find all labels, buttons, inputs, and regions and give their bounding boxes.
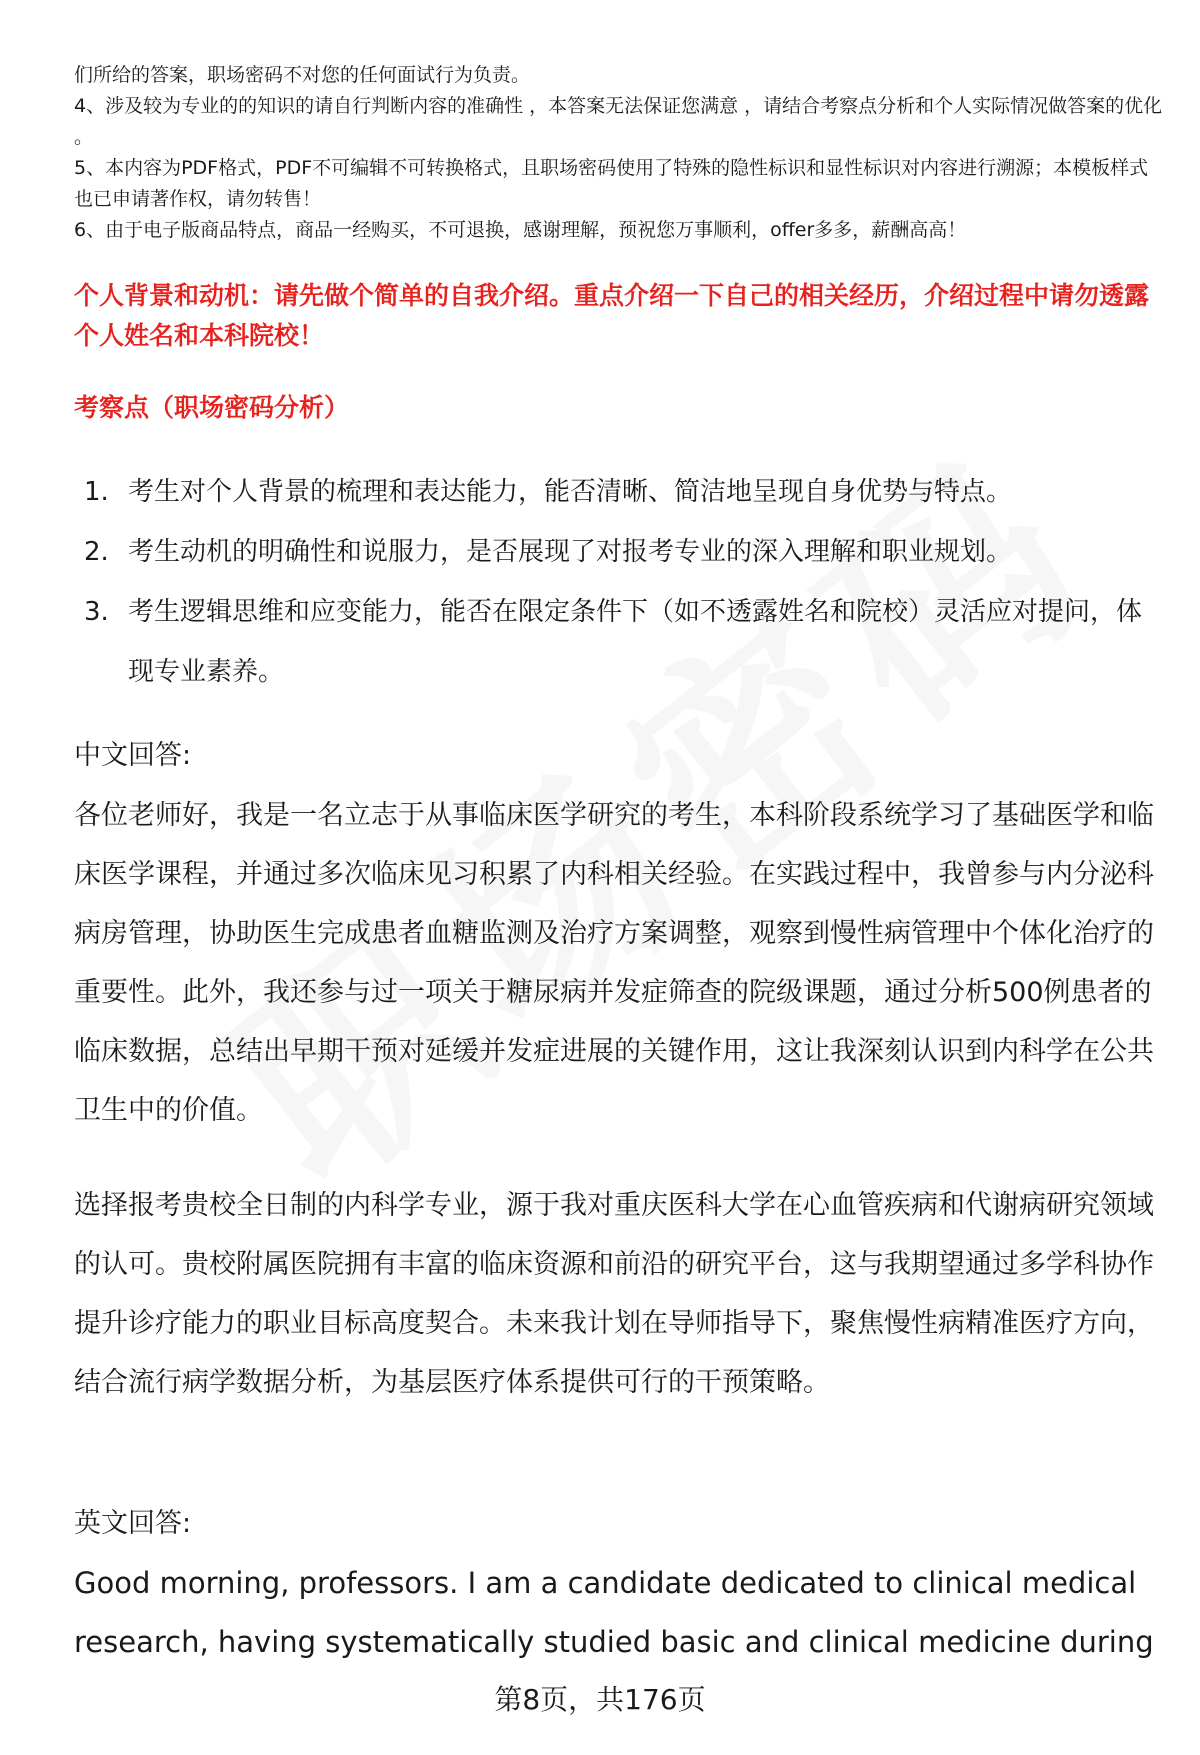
question-heading: 个人背景和动机：请先做个简单的自我介绍。重点介绍一下自己的相关经历，介绍过程中请勿透露个人姓名和本科院校！ [74,281,1150,350]
key-point-item [84,522,1164,582]
english-answer-label: 英文回答: [74,1508,192,1539]
english-answer-paragraph: Good morning, professors. I am a candidate dedicated to clinical medical research, having systematically studied basic and clinical medicine during [74,1566,1154,1659]
key-point-text: 考生动机的明确性和说服力，是否展现了对报考专业的深入理解和职业规划。 [128,537,1013,567]
page-number: 第8页，共176页 [494,1683,706,1716]
key-point-number: 2. [84,537,109,567]
key-points-title: 考察点（职场密码分析） [74,393,350,422]
key-point-number: 3. [84,597,109,627]
note-line: 4、涉及较为专业的的知识的请自行判断内容的准确性 ，本答案无法保证您满意 ，请结合考察点分析和个人实际情况做答案的优化 。 [74,95,1163,148]
note-line: 6、由于电子版商品特点，商品一经购买，不可退换，感谢理解，预祝您万事顺利，offer多多，薪酬高高！ [74,219,967,241]
key-point-item [84,462,1164,522]
key-point-item [84,582,1164,702]
note-line: 们所给的答案，职场密码不对您的任何面试行为负责。 [74,64,531,86]
key-points-list [84,462,1164,702]
key-point-text: 考生对个人背景的梳理和表达能力，能否清晰、简洁地呈现自身优势与特点。 [128,477,1013,507]
note-line: 5、本内容为PDF格式，PDF不可编辑不可转换格式，且职场密码使用了特殊的隐性标识和显性标识对内容进行溯源；本模板样式也已申请著作权，请勿转售！ [74,157,1149,210]
chinese-answer-paragraph: 选择报考贵校全日制的内科学专业，源于我对重庆医科大学在心血管疾病和代谢病研究领域的认可。贵校附属医院拥有丰富的临床资源和前沿的研究平台，这与我期望通过多学科协作提升诊疗能力的职业目标高度契合。未来我计划在导师指导下，聚焦慢性病精准医疗方向，结合流行病学数据分析，为基层医疗体系提供可行的干预策略。 [74,1190,1154,1398]
key-point-text: 考生逻辑思维和应变能力，能否在限定条件下（如不透露姓名和院校）灵活应对提问，体现专业素养。 [128,597,1143,687]
chinese-answer-paragraph: 各位老师好，我是一名立志于从事临床医学研究的考生，本科阶段系统学习了基础医学和临床医学课程，并通过多次临床见习积累了内科相关经验。在实践过程中，我曾参与内分泌科病房管理，协助医生完成患者血糖监测及治疗方案调整，观察到慢性病管理中个体化治疗的重要性。此外，我还参与过一项关于糖尿病并发症筛查的院级课题，通过分析500例患者的临床数据，总结出早期干预对延缓并发症进展的关键作用，这让我深刻认识到内科学在公共卫生中的价值。 [74,800,1154,1126]
chinese-answer-label: 中文回答: [74,740,192,771]
key-point-number: 1. [84,477,109,507]
notes-section [74,60,1164,246]
